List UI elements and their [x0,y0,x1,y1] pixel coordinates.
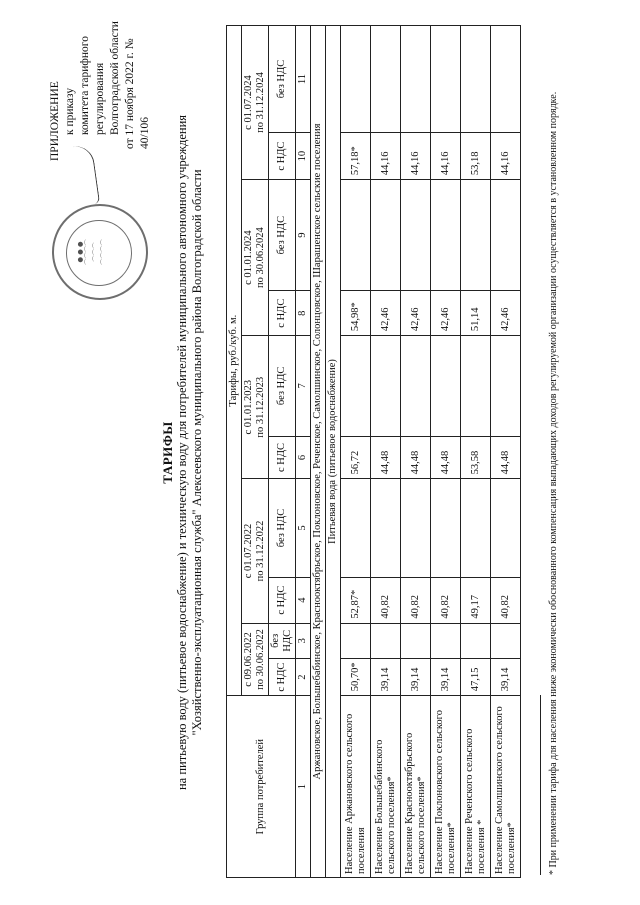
tariff-value: 44,16 [371,133,401,180]
approval-line-1: к приказу [64,87,76,135]
tariff-value [341,26,371,133]
novat-header: без НДС [269,479,296,577]
column-numbers-row: 1 2 3 4 5 6 7 8 9 10 11 [296,26,311,878]
tariff-value [431,26,461,133]
period-header: с 09.06.2022 по 30.06.2022 [242,623,269,696]
tariff-value [491,26,521,133]
tariff-value: 44,16 [491,133,521,180]
tariff-value: 57,18* [341,133,371,180]
subsection-row [326,26,341,878]
tariff-value: 53,58 [461,436,491,479]
vat-header: с НДС [269,436,296,479]
vat-header: с НДС [269,291,296,336]
tariff-value: 44,48 [431,436,461,479]
tariff-value [431,479,461,577]
table-row [341,26,371,878]
period-header: с 01.07.2022 по 31.12.2022 [242,479,269,623]
tariff-value: 39,14 [371,658,401,695]
tariff-header: Тарифы, руб./куб. м. [227,26,242,696]
approval-line-3: Волгоградской области [109,21,121,135]
subsection-title: Питьевая вода (питьевое водоснабжение) [326,26,341,878]
approval-line-4: от 17 ноября 2022 г. № 40/106 [124,38,151,149]
tariff-value [491,180,521,291]
novat-header: без НДС [269,26,296,133]
consumer-group: Население Краснооктябрьского сельского поселения* [401,696,431,878]
tariff-value: 39,14 [401,658,431,695]
table-row [491,26,521,878]
tariff-value: 50,70* [341,658,371,695]
period-header: с 01.01.2023 по 31.12.2023 [242,336,269,479]
tariff-value: 53,18 [461,133,491,180]
tariff-value [431,623,461,658]
tariff-value [491,623,521,658]
tariff-value [371,26,401,133]
tariff-value: 52,87* [341,577,371,623]
tariff-value [341,336,371,436]
tariff-value: 40,82 [491,577,521,623]
tariff-value [461,623,491,658]
tariff-value: 51,14 [461,291,491,336]
title-line-1: на питьевую воду (питьевое водоснабжение) и техническую воду для потребителей муниципального автономного учреждения [175,114,189,791]
tariff-value: 40,82 [431,577,461,623]
tariff-value: 44,16 [401,133,431,180]
tariff-value [401,180,431,291]
tariff-value: 40,82 [371,577,401,623]
table-row [371,26,401,878]
tariff-value: 54,98* [341,291,371,336]
title-line-2: "Хозяйственно-эксплуатационная служба" Алексеевского муниципального района Волгоградской области [190,169,204,736]
period-header: с 01.01.2024 по 30.06.2024 [242,180,269,336]
approval-block [48,15,153,225]
tariff-value [401,623,431,658]
tariff-value: 42,46 [371,291,401,336]
tariff-value: 39,14 [491,658,521,695]
section-title: Аржановское, Большебабинское, Краснооктябрьское, Поклоновское, Реченское, Самолшинское, Солонцовское, Шарашенское сельские поселения [311,26,326,878]
footnote-divider [540,695,541,875]
consumer-group: Население Самолшинского сельского поселения* [491,696,521,878]
tariff-value [371,479,401,577]
novat-header: без НДС [269,623,296,658]
period-header: с 01.07.2024 по 31.12.2024 [242,26,269,180]
group-header: Группа потребителей [227,696,296,878]
tariff-value [341,180,371,291]
tariff-value [371,180,401,291]
approval-title: ПРИЛОЖЕНИЕ [49,81,61,161]
tariff-value [431,180,461,291]
approval-line-2: комитета тарифного регулирования [79,36,106,135]
tariff-value: 44,48 [371,436,401,479]
document-title [160,30,205,875]
tariff-value [461,336,491,436]
tariff-value [491,479,521,577]
official-seal: ● ● ● ⌒⌒⌒⌒ ⌒⌒⌒ ⌒⌒⌒⌒ [52,204,148,300]
tariff-value: 42,46 [401,291,431,336]
novat-header: без НДС [269,180,296,291]
tariff-value [401,336,431,436]
section-row [311,26,326,878]
tariff-value: 40,82 [401,577,431,623]
consumer-group: Население Аржановского сельского поселения [341,696,371,878]
consumer-group: Население Поклоновского сельского поселения* [431,696,461,878]
tariff-value [371,623,401,658]
tariff-value [341,479,371,577]
tariff-value: 42,46 [431,291,461,336]
consumer-group: Население Большебабинского сельского поселения* [371,696,401,878]
tariff-value: 47,15 [461,658,491,695]
tariff-value [461,26,491,133]
tariff-value [401,479,431,577]
table-row [401,26,431,878]
tariff-value [491,336,521,436]
title-main: ТАРИФЫ [160,421,175,484]
vat-header: с НДС [269,577,296,623]
tariff-value: 56,72 [341,436,371,479]
tariff-value: 44,16 [431,133,461,180]
tariff-value [341,623,371,658]
tariff-value [461,180,491,291]
novat-header: без НДС [269,336,296,436]
tariff-value: 44,48 [491,436,521,479]
vat-header: с НДС [269,658,296,695]
tariff-value [431,336,461,436]
tariff-value: 44,48 [401,436,431,479]
footnote: * При применении тарифа для населения ниже экономически обоснованного компенсация выпадающих доходов регулируемой организации осуществляется в установленном порядке. [548,91,559,875]
tariff-value [401,26,431,133]
tariff-value: 42,46 [491,291,521,336]
consumer-group: Население Реченского сельского поселения * [461,696,491,878]
vat-header: с НДС [269,133,296,180]
tariff-value [461,479,491,577]
tariff-value: 39,14 [431,658,461,695]
table-row [431,26,461,878]
tariff-value: 49,17 [461,577,491,623]
table-row [461,26,491,878]
tariff-value [371,336,401,436]
tariff-table [226,25,521,878]
